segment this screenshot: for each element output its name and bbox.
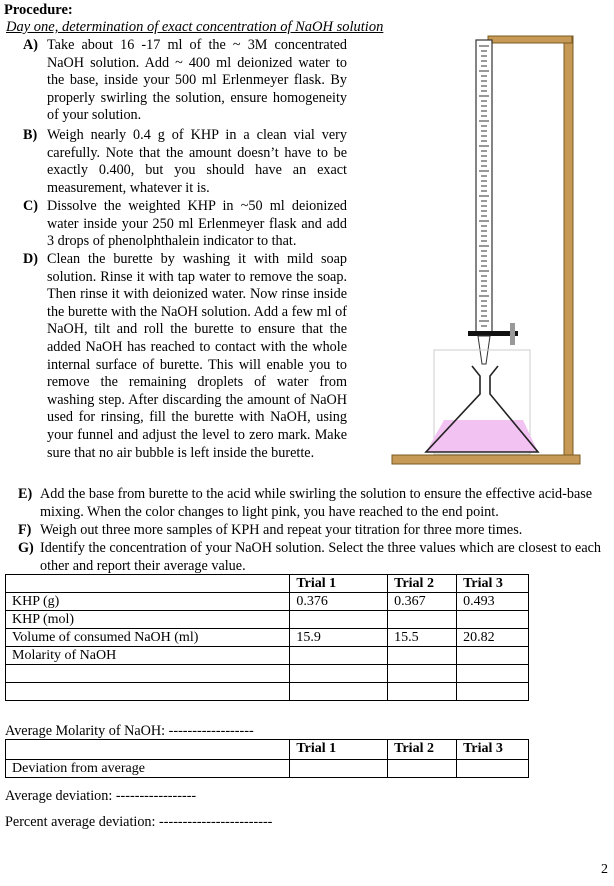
table-cell (457, 760, 529, 778)
table-cell (388, 665, 457, 683)
table-header-row (6, 740, 529, 760)
stand-base (392, 455, 580, 464)
table-row (6, 665, 529, 683)
step-label: B) (23, 127, 38, 143)
step-f (18, 522, 612, 540)
step-e (18, 486, 612, 521)
page-title: Procedure: (4, 2, 73, 18)
step-text: Add the base from burette to the acid while swirling the solution to ensure the effective acid-base mixing. When the color changes to light pink, you have reached to the end point. (40, 486, 593, 520)
step-label: E) (18, 486, 33, 502)
stand-arm (488, 36, 572, 43)
table-header-cell: Trial 3 (457, 575, 529, 593)
step-text: Weigh nearly 0.4 g of KHP in a clean vial very carefully. Note that the amount doesn’t have to be exactly 0.400, but you should have an exact measurement, whatever it is. (47, 127, 347, 196)
table-cell (6, 665, 290, 683)
step-text: Dissolve the weighted KHP in ~50 ml deionized water inside your 250 ml Erlenmeyer flask and add 3 drops of phenolphthalein indicator to that. (47, 198, 347, 250)
table-cell: 0.376 (290, 593, 388, 611)
step-text: Identify the concentration of your NaOH solution. Select the three values which are closest to each other and report their average value. (40, 540, 602, 574)
pink-solution (426, 420, 538, 452)
table-header-cell: Trial 2 (388, 740, 457, 760)
table-cell (388, 647, 457, 665)
step-label: C) (23, 198, 38, 214)
stopcock-icon (510, 323, 515, 345)
step-c (23, 198, 347, 251)
table-cell: KHP (g) (6, 593, 290, 611)
step-label: F) (18, 522, 32, 538)
table-cell: 20.82 (457, 629, 529, 647)
table-row (6, 629, 529, 647)
step-a (23, 37, 347, 125)
table-cell: 0.367 (388, 593, 457, 611)
step-text: Weigh out three more samples of KPH and repeat your titration for three more times. (40, 522, 523, 538)
table-row (6, 593, 529, 611)
table-cell (290, 760, 388, 778)
average-molarity-line: Average Molarity of NaOH: ------------------ (5, 723, 254, 739)
page-number: 2 (601, 862, 608, 877)
section-subtitle: Day one, determination of exact concentration of NaOH solution (6, 19, 384, 35)
table-cell (457, 647, 529, 665)
table-cell (290, 665, 388, 683)
table-cell: KHP (mol) (6, 611, 290, 629)
trials-table (5, 574, 529, 701)
step-label: D) (23, 251, 38, 267)
table-header-cell (6, 740, 290, 760)
average-deviation-line: Average deviation: ----------------- (5, 788, 197, 804)
table-cell (388, 611, 457, 629)
percent-deviation-line: Percent average deviation: ------------------------ (5, 814, 273, 830)
step-g (18, 540, 612, 575)
step-label: G) (18, 540, 34, 556)
table-cell (388, 760, 457, 778)
table-cell (290, 611, 388, 629)
table-cell: 15.5 (388, 629, 457, 647)
table-cell: 0.493 (457, 593, 529, 611)
table-cell (457, 665, 529, 683)
table-cell (457, 611, 529, 629)
deviation-table (5, 739, 529, 778)
table-header-cell: Trial 3 (457, 740, 529, 760)
step-b (23, 127, 347, 197)
table-header-cell (6, 575, 290, 593)
table-header-cell: Trial 1 (290, 575, 388, 593)
table-cell: Molarity of NaOH (6, 647, 290, 665)
table-cell (290, 647, 388, 665)
table-header-cell: Trial 2 (388, 575, 457, 593)
table-cell: 15.9 (290, 629, 388, 647)
table-row (6, 683, 529, 701)
stand-rod (564, 36, 573, 456)
burette-tube (476, 40, 492, 334)
step-text: Take about 16 -17 ml of the ~ 3M concentrated NaOH solution. Add ~ 400 ml deionized water to the base, inside your 500 ml Erlenmeyer flask. By properly swirling the solution, ensure homogeneity of your solution. (47, 37, 347, 124)
table-row (6, 647, 529, 665)
table-row (6, 611, 529, 629)
table-cell (388, 683, 457, 701)
table-cell: Volume of consumed NaOH (ml) (6, 629, 290, 647)
table-cell: Deviation from average (6, 760, 290, 778)
titration-setup-illustration (388, 34, 588, 474)
table-cell (457, 683, 529, 701)
table-cell (290, 683, 388, 701)
step-d (23, 251, 347, 462)
table-cell (6, 683, 290, 701)
step-text: Clean the burette by washing it with mild soap solution. Rinse it with tap water to remove the soap. Then rinse it with deionized water. Now rinse inside the burette with the NaOH solution. Add a few ml of NaOH, tilt and roll the burette to ensure that the added NaOH has reached to contact with the whole internal surface of burette. This will enable you to remove the remaining droplets of water from washing step. After discarding the amount of NaOH used for rinsing, fill the burette with NaOH, using your funnel and adjust the level to zero mark. Make sure that no air bubble is left inside the burette. (47, 251, 347, 461)
table-header-cell: Trial 1 (290, 740, 388, 760)
table-header-row (6, 575, 529, 593)
step-label: A) (23, 37, 38, 53)
table-row (6, 760, 529, 778)
